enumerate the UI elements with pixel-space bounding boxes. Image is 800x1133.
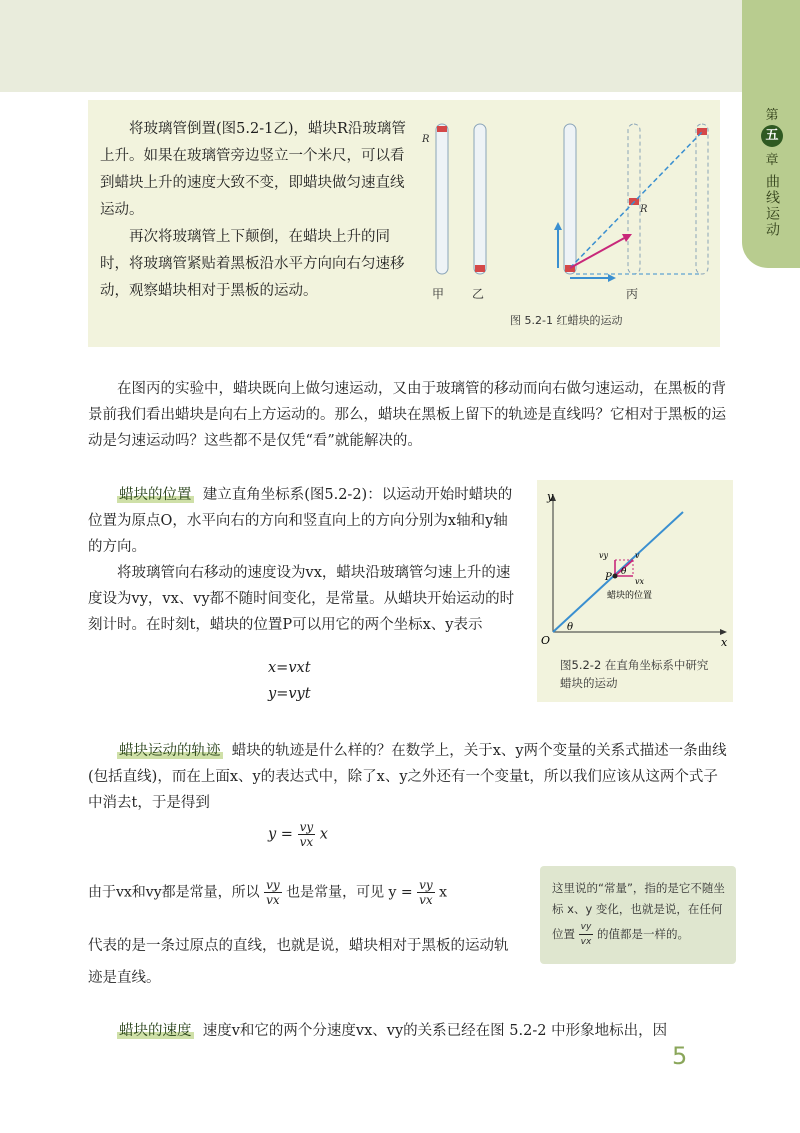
tube-jia [436, 124, 448, 274]
label-v: v [635, 551, 640, 560]
position-heading: 蜡块的位置 [119, 487, 192, 503]
tube-bing [564, 124, 576, 274]
point-P [613, 574, 618, 579]
tube-bing-end [696, 124, 708, 274]
tube-yi [474, 124, 486, 274]
label-theta-2: θ [621, 567, 627, 577]
experiment-para-1: 将玻璃管倒置(图5.2-1乙)，蜡块R沿玻璃管上升。如果在玻璃管旁边竖立一个米尺，可以看到蜡块上升的速度大致不变，即蜡块做匀速直线运动。 [100, 121, 406, 218]
position-para-2: 将玻璃管向右移动的速度设为vx，蜡块沿玻璃管匀速上升的速度设为vy，vx、vy都不随时间变化，是常量。从蜡块开始运动的时刻计时。在时刻t，蜡块的位置P可以用它的两个坐标x、y表示 [88, 565, 515, 633]
traj-frac-2 [417, 878, 435, 907]
label-R: R [422, 134, 430, 145]
intro-text: 在图丙的实验中，蜡块既向上做匀速运动，又由于玻璃管的移动而向右做匀速运动，在黑板的背景前我们看出蜡块是向右上方运动的。那么，蜡块在黑板上留下的轨迹是直线吗？它相对于黑板的运动是匀速运动吗？这些都不是仅凭“看”就能解决的。 [88, 381, 726, 449]
label-x: x [721, 636, 728, 649]
label-O: O [541, 634, 551, 647]
header-band [0, 0, 800, 92]
eq-rhs: x [319, 826, 328, 843]
trajectory-para-2 [88, 878, 528, 907]
note-t1: 这里说的“常量”，指的是它不随坐标 x、y 变化，也就是说，在任何位置 [552, 881, 725, 941]
label-R-mid: R [640, 204, 648, 215]
label-y: y [547, 490, 554, 503]
chapter-label [752, 104, 792, 238]
side-note-text [552, 878, 730, 949]
traj-frac-1 [264, 878, 282, 907]
figure1-caption: 图 5.2-1 红蜡块的运动 [510, 314, 623, 327]
figure2-caption: 图5.2-2 在直角坐标系中研究蜡块的运动 [560, 658, 709, 690]
traj-p2c: x [439, 884, 448, 901]
chapter-pre: 第 [765, 108, 779, 123]
label-yi: 乙 [472, 287, 485, 301]
label-bing: 丙 [626, 287, 639, 301]
trajectory-para-3 [88, 930, 518, 994]
position-para-1: 建立直角坐标系(图5.2-2)：以运动开始时蜡块的位置为原点O，水平向右的方向和竖直向上的方向分别为x轴和y轴的方向。 [88, 487, 513, 555]
frac2-num: vy [419, 878, 433, 892]
intro-section [88, 376, 728, 454]
equation-trajectory [268, 820, 328, 849]
note-frac-den: vx [580, 937, 592, 947]
label-wax-position: 蜡块的位置 [607, 591, 653, 601]
velocity-heading: 蜡块的速度 [119, 1023, 192, 1039]
wax-bing-end [697, 128, 707, 135]
frac1-num: vy [266, 878, 280, 892]
note-frac-num: vy [579, 920, 594, 935]
traj-p3: 代表的是一条过原点的直线，也就是说，蜡块相对于黑板的运动轨迹是直线。 [88, 938, 509, 986]
label-vx: vx [635, 577, 645, 586]
coordinate-figure [537, 480, 733, 650]
eq-lhs: y = [268, 826, 293, 843]
traj-p2a: 由于vx和vy都是常量，所以 [88, 884, 260, 901]
eq-den: vx [299, 835, 314, 849]
trajectory [553, 512, 683, 632]
eq-fraction [298, 820, 316, 849]
experiment-text [100, 116, 412, 305]
label-vy: vy [599, 551, 609, 560]
trajectory-heading: 蜡块运动的轨迹 [119, 743, 221, 759]
equation-x: x=vxt [268, 660, 311, 676]
label-theta: θ [567, 622, 574, 633]
equation-y: y=vyt [268, 686, 311, 702]
trajectory-para-1: 蜡块的轨迹是什么样的？在数学上，关于x、y两个变量的关系式描述一条曲线(包括直线)，而在上面x、y的表达式中，除了x、y之外还有一个变量t，所以我们应该从这两个式子中消去t，于是得到 [88, 743, 727, 811]
velocity-section [88, 1018, 728, 1044]
wax-experiment-figure [418, 108, 718, 301]
page-number: 5 [672, 1042, 688, 1070]
label-P: P [605, 572, 612, 583]
vy-arrow-head [554, 222, 562, 230]
label-jia: 甲 [432, 287, 445, 301]
velocity-para-1: 速度v和它的两个分速度vx、vy的关系已经在图 5.2-2 中形象地标出，因 [202, 1023, 668, 1039]
note-frac [579, 920, 594, 949]
chapter-post: 章 [765, 153, 779, 168]
experiment-para-2: 再次将玻璃管上下颠倒，在蜡块上升的同时，将玻璃管紧贴着黑板沿水平方向向右匀速移动，观察蜡块相对于黑板的运动。 [100, 229, 405, 299]
position-section [88, 482, 518, 638]
chapter-number: 五 [761, 125, 783, 147]
note-t2: 的值都是一样的。 [596, 927, 689, 941]
velocity-arrow [570, 236, 628, 268]
wax-yi [475, 265, 485, 272]
chapter-title: 曲线运动 [764, 174, 780, 238]
wax-jia [437, 126, 447, 132]
trajectory-section [88, 738, 728, 816]
x-axis-arrow [720, 629, 727, 635]
frac2-den: vx [419, 893, 433, 907]
vx-arrow-head [608, 274, 616, 282]
frac1-den: vx [266, 893, 280, 907]
eq-num: vy [299, 820, 314, 834]
traj-p2b: 也是常量，可见 y = [286, 884, 413, 901]
